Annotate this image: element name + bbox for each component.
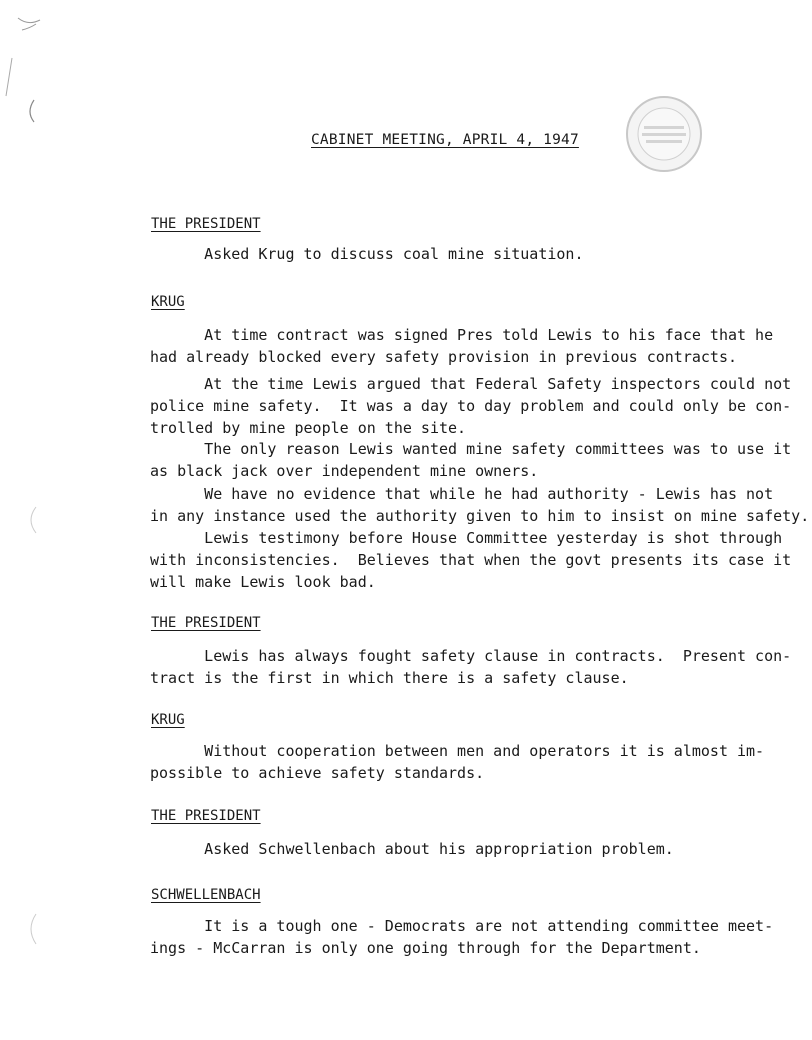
punch-hole-mark-bottom — [22, 912, 42, 946]
paragraph: Without cooperation between men and operators it is almost im- possible to achieve safety standards. — [150, 742, 765, 782]
document-title: CABINET MEETING, APRIL 4, 1947 — [311, 132, 579, 148]
speaker-heading: THE PRESIDENT — [151, 216, 261, 232]
paragraph: Asked Krug to discuss coal mine situation. — [150, 245, 584, 263]
paragraph: The only reason Lewis wanted mine safety committees was to use it as black jack over independent mine owners. — [150, 440, 792, 480]
speaker-heading: SCHWELLENBACH — [151, 887, 261, 903]
archive-stamp — [624, 94, 704, 174]
punch-hole-mark-middle — [22, 505, 42, 535]
paragraph: It is a tough one - Democrats are not attending committee meet- ings - McCarran is only one going through for the Department. — [150, 917, 774, 957]
paragraph: At time contract was signed Pres told Lewis to his face that he had already blocked every safety provision in previous contracts. — [150, 326, 774, 366]
speaker-heading: KRUG — [151, 712, 185, 728]
paragraph: We have no evidence that while he had authority - Lewis has not in any instance used the authority given to him to insist on mine safety. — [150, 485, 810, 525]
speaker-heading: KRUG — [151, 294, 185, 310]
paragraph: Asked Schwellenbach about his appropriation problem. — [150, 840, 674, 858]
speaker-heading: THE PRESIDENT — [151, 808, 261, 824]
paragraph: Lewis testimony before House Committee yesterday is shot through with inconsistencies. Believes that when the govt presents its case it will make Lewis look bad. — [150, 529, 792, 591]
speaker-heading: THE PRESIDENT — [151, 615, 261, 631]
paragraph: At the time Lewis argued that Federal Safety inspectors could not police mine safety. It was a day to day problem and could only be con- trolled by mine people on the site. — [150, 375, 792, 437]
margin-scribble-mark — [0, 0, 60, 140]
paragraph: Lewis has always fought safety clause in contracts. Present con- tract is the first in which there is a safety clause. — [150, 647, 792, 687]
